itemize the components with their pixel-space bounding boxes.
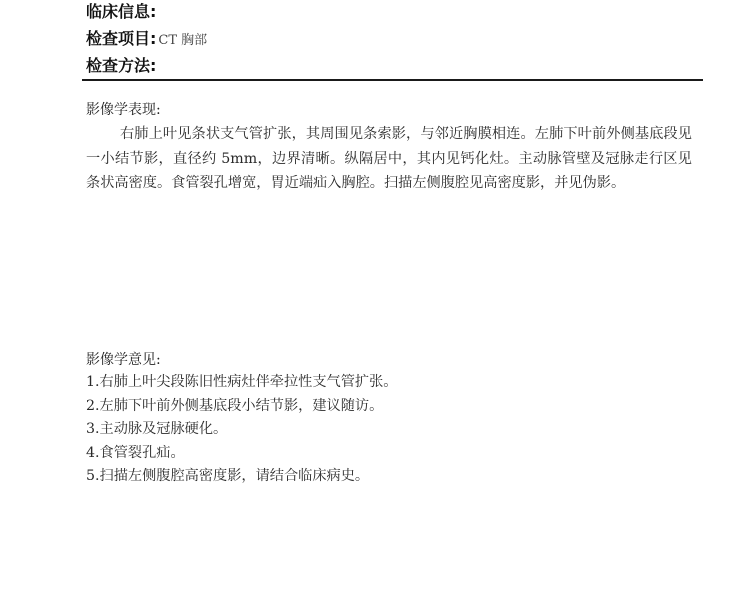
exam-item-row xyxy=(86,29,207,51)
exam-method-row xyxy=(86,56,156,76)
impression-item: 3.主动脉及冠脉硬化。 xyxy=(86,421,228,437)
exam-item-label: 检查项目: xyxy=(86,29,157,48)
impression-item: 2.左肺下叶前外侧基底段小结节影，建议随访。 xyxy=(86,397,384,414)
exam-method-label: 检查方法: xyxy=(86,56,157,75)
clinical-info-row xyxy=(86,2,156,22)
impression-item: 5.扫描左侧腹腔高密度影，请结合临床病史。 xyxy=(86,468,370,484)
impression-item: 1.右肺上叶尖段陈旧性病灶伴牵拉性支气管扩张。 xyxy=(86,374,398,390)
exam-item-value: CT 胸部 xyxy=(158,33,208,48)
findings-text: 右肺上叶见条状支气管扩张，其周围见条索影，与邻近胸膜相连。左肺下叶前外侧基底段见一小结节影，直径约 5mm，边界清晰。纵隔居中，其内见钙化灶。主动脉管壁及冠脉走行区见条状高密度。食管裂孔增宽，胃近端疝入胸腔。扫描左侧腹腔见高密度影，并见伪影。 xyxy=(86,126,692,191)
impression-title: 影像学意见: xyxy=(86,352,161,368)
header-divider xyxy=(82,79,703,81)
impression-list xyxy=(86,371,397,489)
findings-title: 影像学表现: xyxy=(86,102,161,118)
impression-item: 4.食管裂孔疝。 xyxy=(86,444,185,461)
clinical-info-label: 临床信息: xyxy=(86,2,157,21)
